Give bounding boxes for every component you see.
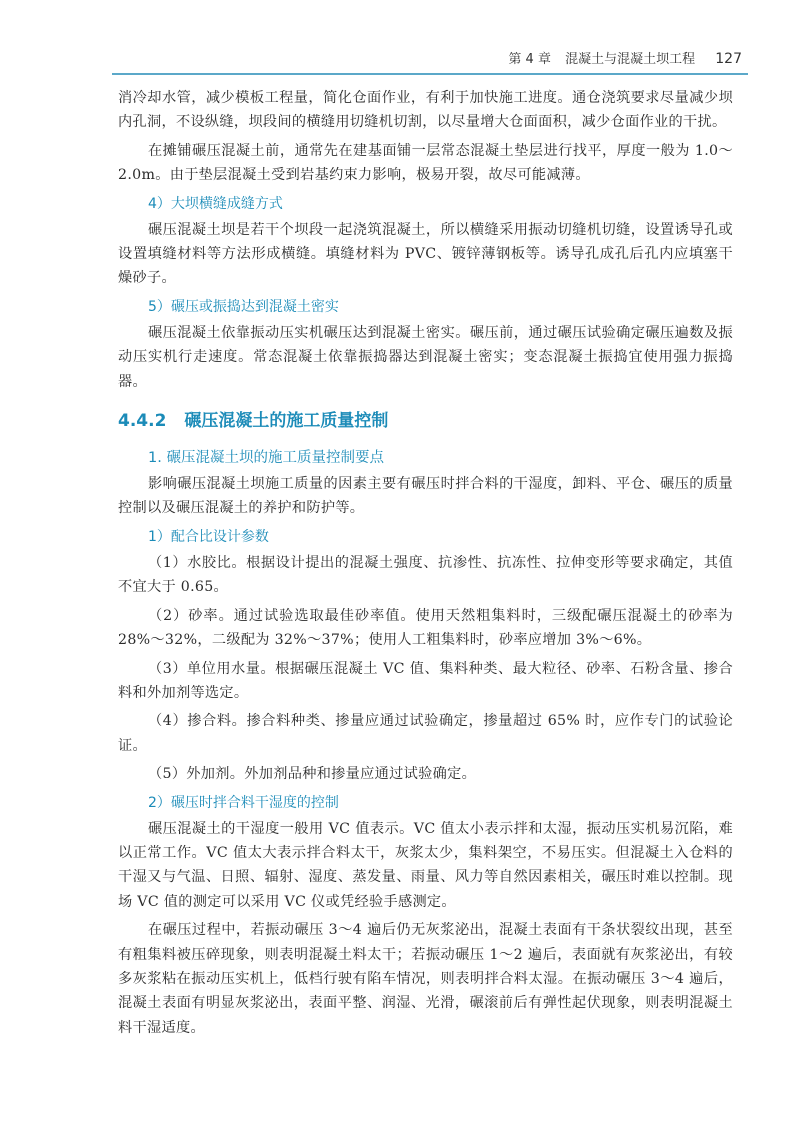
paragraph: （1）水胶比。根据设计提出的混凝土强度、抗渗性、抗冻性、拉伸变形等要求确定，其值不宜大于 0.65。 — [118, 554, 733, 596]
subheading: 4）大坝横缝成缝方式 — [148, 195, 283, 212]
chapter-label: 第 4 章 — [508, 52, 551, 67]
paragraph: 碾压混凝土依靠振动压实机碾压达到混凝土密实。碾压前，通过碾压试验确定碾压遍数及振动压实机行走速度。常态混凝土依靠振捣器达到混凝土密实；变态混凝土振捣宜使用强力振捣器。 — [118, 324, 733, 390]
chapter-title: 混凝土与混凝土坝工程 — [565, 52, 696, 67]
header-rule — [112, 73, 748, 75]
paragraph: （2）砂率。通过试验选取最佳砂率值。使用天然粗集料时，三级配碾压混凝土的砂率为 28%～32%，二级配为 32%～37%；使用人工粗集料时，砂率应增加 3%～6%。 — [118, 607, 733, 649]
running-header — [508, 48, 742, 67]
paragraph: 碾压混凝土的干湿度一般用 VC 值表示。VC 值太小表示拌和太湿，振动压实机易沉陷，难以正常工作。VC 值太大表示拌合料太干，灰浆太少，集料架空，不易压实。但混凝土入仓料的干湿又与气温、日照、辐射、湿度、蒸发量、雨量、风力等自然因素相关，碾压时难以控制。现场 VC 值的测定可以采用 VC 仪或凭经验手感测定。 — [118, 820, 733, 910]
page-header — [0, 48, 800, 72]
paragraph: 在碾压过程中，若振动碾压 3～4 遍后仍无灰浆泌出，混凝土表面有干条状裂纹出现，甚至有粗集料被压碎现象，则表明混凝土料太干；若振动碾压 1～2 遍后，表面就有灰浆泌出，有较多灰浆粘在振动压实机上，低档行驶有陷车情况，则表明拌合料太湿。在振动碾压 3～4 遍后，混凝土表面有明显灰浆泌出，表面平整、润湿、光滑，碾滚前后有弹性起伏现象，则表明混凝土料干湿适度。 — [118, 922, 733, 1036]
section-title: 碾压混凝土的施工质量控制 — [184, 411, 389, 432]
paragraph: （3）单位用水量。根据碾压混凝土 VC 值、集料种类、最大粒径、砂率、石粉含量、掺合料和外加剂等选定。 — [118, 660, 733, 701]
subheading: 5）碾压或振捣达到混凝土密实 — [148, 298, 339, 315]
page-body — [118, 86, 733, 1044]
subheading: 2）碾压时拌合料干湿度的控制 — [148, 794, 339, 811]
paragraph: 在摊铺碾压混凝土前，通常先在建基面铺一层常态混凝土垫层进行找平，厚度一般为 1.0～2.0m。由于垫层混凝土受到岩基约束力影响，极易开裂，故尽可能减薄。 — [118, 142, 733, 184]
section-number: 4.4.2 — [118, 411, 167, 432]
section-heading — [118, 406, 733, 436]
paragraph: （5）外加剂。外加剂品种和掺量应通过试验确定。 — [148, 766, 477, 783]
numbered-heading: 1. 碾压混凝土坝的施工质量控制要点 — [148, 450, 384, 467]
paragraph: （4）掺合料。掺合料种类、掺量应通过试验确定，掺量超过 65% 时，应作专门的试验论证。 — [118, 713, 733, 754]
page-number: 127 — [715, 51, 742, 67]
paragraph: 消冷却水管，减少模板工程量，简化仓面作业，有利于加快施工进度。通仓浇筑要求尽量减少坝内孔洞，不设纵缝，坝段间的横缝用切缝机切割，以尽量增大仓面面积，减少仓面作业的干扰。 — [118, 90, 733, 131]
subheading: 1）配合比设计参数 — [148, 528, 269, 545]
paragraph: 影响碾压混凝土坝施工质量的因素主要有碾压时拌合料的干湿度，卸料、平仓、碾压的质量控制以及碾压混凝土的养护和防护等。 — [118, 476, 733, 517]
paragraph: 碾压混凝土坝是若干个坝段一起浇筑混凝土，所以横缝采用振动切缝机切缝，设置诱导孔或设置填缝材料等方法形成横缝。填缝材料为 PVC、镀锌薄钢板等。诱导孔成孔后孔内应填塞干燥砂子。 — [118, 221, 733, 287]
